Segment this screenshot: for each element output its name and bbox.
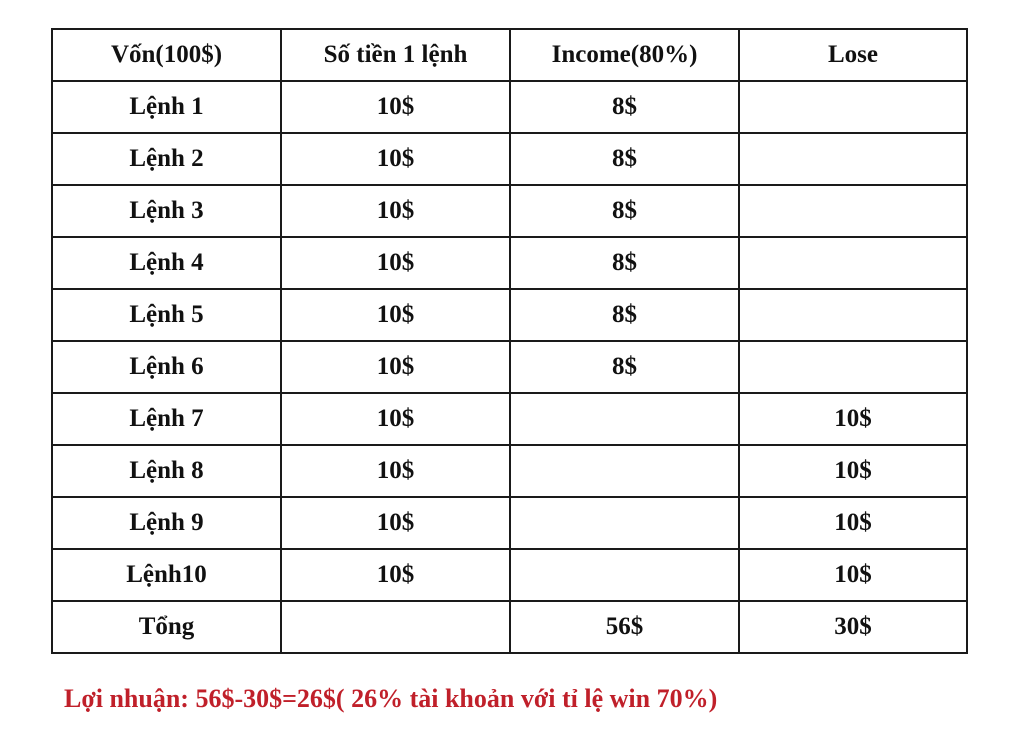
- total-label: Tổng: [52, 601, 281, 653]
- table-row: [52, 81, 967, 133]
- cell-order: Lệnh 6: [52, 341, 281, 393]
- cell-amount: 10$: [281, 445, 510, 497]
- cell-amount: 10$: [281, 237, 510, 289]
- table-row: [52, 341, 967, 393]
- header-capital: Vốn(100$): [52, 29, 281, 81]
- cell-income: 8$: [510, 289, 739, 341]
- cell-order: Lệnh 5: [52, 289, 281, 341]
- cell-lose: [739, 237, 967, 289]
- cell-amount: 10$: [281, 393, 510, 445]
- cell-income: 8$: [510, 237, 739, 289]
- table-row: [52, 133, 967, 185]
- cell-order: Lệnh 8: [52, 445, 281, 497]
- table-row: [52, 445, 967, 497]
- cell-lose: [739, 185, 967, 237]
- header-row: [52, 29, 967, 81]
- cell-order: Lệnh 1: [52, 81, 281, 133]
- cell-order: Lệnh 4: [52, 237, 281, 289]
- cell-lose: [739, 289, 967, 341]
- table-row: [52, 497, 967, 549]
- header-income: Income(80%): [510, 29, 739, 81]
- total-row: [52, 601, 967, 653]
- cell-income: 8$: [510, 341, 739, 393]
- total-amount: [281, 601, 510, 653]
- cell-amount: 10$: [281, 289, 510, 341]
- cell-income: 8$: [510, 133, 739, 185]
- table-row: [52, 237, 967, 289]
- table-row: [52, 289, 967, 341]
- cell-amount: 10$: [281, 497, 510, 549]
- cell-income: 8$: [510, 185, 739, 237]
- table-row: [52, 185, 967, 237]
- cell-order: Lệnh 2: [52, 133, 281, 185]
- cell-amount: 10$: [281, 341, 510, 393]
- cell-lose: 10$: [739, 393, 967, 445]
- cell-amount: 10$: [281, 133, 510, 185]
- cell-lose: [739, 133, 967, 185]
- cell-lose: 10$: [739, 445, 967, 497]
- trade-table: [51, 28, 968, 654]
- cell-lose: 10$: [739, 497, 967, 549]
- cell-lose: [739, 81, 967, 133]
- cell-order: Lệnh 7: [52, 393, 281, 445]
- cell-order: Lệnh 3: [52, 185, 281, 237]
- cell-lose: 10$: [739, 549, 967, 601]
- table-row: [52, 549, 967, 601]
- cell-income: [510, 445, 739, 497]
- cell-amount: 10$: [281, 185, 510, 237]
- table-row: [52, 393, 967, 445]
- cell-income: [510, 393, 739, 445]
- header-lose: Lose: [739, 29, 967, 81]
- cell-amount: 10$: [281, 549, 510, 601]
- cell-amount: 10$: [281, 81, 510, 133]
- cell-income: 8$: [510, 81, 739, 133]
- total-lose: 30$: [739, 601, 967, 653]
- header-amount-per-order: Số tiền 1 lệnh: [281, 29, 510, 81]
- cell-income: [510, 549, 739, 601]
- cell-lose: [739, 341, 967, 393]
- total-income: 56$: [510, 601, 739, 653]
- cell-income: [510, 497, 739, 549]
- cell-order: Lệnh10: [52, 549, 281, 601]
- cell-order: Lệnh 9: [52, 497, 281, 549]
- profit-note: Lợi nhuận: 56$-30$=26$( 26% tài khoản với tỉ lệ win 70%): [64, 684, 718, 713]
